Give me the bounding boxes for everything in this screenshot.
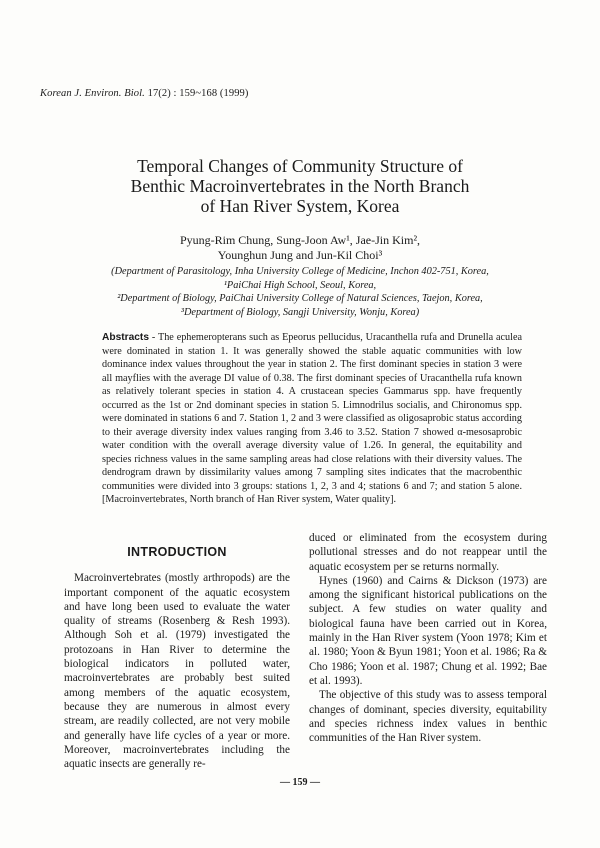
title-line: Temporal Changes of Community Structure of — [137, 156, 463, 176]
affiliations — [40, 265, 560, 319]
journal-name: Korean J. Environ. Biol. — [40, 88, 145, 99]
intro-paragraph-3: The objective of this study was to assess temporal changes of dominant, species diversity, equitability and species richness index values in benthic communities of the Han River system. — [309, 689, 547, 745]
left-column — [64, 545, 290, 771]
section-heading-introduction: INTRODUCTION — [127, 545, 227, 559]
journal-volume: 17(2) : 159~168 (1999) — [147, 88, 249, 99]
abstract-label: Abstracts — [102, 332, 149, 343]
authors-line: Pyung-Rim Chung, Sung-Joon Aw¹, Jae-Jin Kim², — [179, 233, 421, 247]
affiliation-line: (Department of Parasitology, Inha University College of Medicine, Inchon 402-751, Korea, — [111, 266, 489, 277]
right-column — [309, 531, 547, 745]
intro-paragraph-continued: duced or eliminated from the ecosystem during pollutional stresses and do not reappear until the aquatic ecosystem per se returns normally. — [309, 532, 547, 573]
abstract — [102, 331, 522, 507]
affiliation-line: ²Department of Biology, PaiChai University College of Natural Sciences, Taejon, Korea, — [117, 293, 483, 304]
title-line: of Han River System, Korea — [200, 196, 400, 216]
author-list — [60, 233, 540, 263]
paper-title — [60, 156, 540, 216]
affiliation-line: ³Department of Biology, Sangji University, Wonju, Korea) — [180, 306, 420, 318]
authors-line: Younghun Jung and Jun-Kil Choi³ — [217, 248, 383, 262]
affiliation-line: ¹PaiChai High School, Seoul, Korea, — [223, 279, 377, 291]
intro-paragraph-2: Hynes (1960) and Cairns & Dickson (1973) are among the significant historical publications on the subject. A few studies on water quality and biological fauna have been carried out in Korea, mainly in the Han River system (Yoon 1978; Kim et al. 1980; Yoon & Byun 1981; Yoon et al. 1986; Ra & Cho 1986; Yoon et al. 1987; Chung et al. 1992; Bae et al. 1993). — [309, 574, 547, 687]
title-line: Benthic Macroinvertebrates in the North Branch — [130, 176, 470, 196]
page-number: — 159 — — [280, 777, 320, 788]
journal-reference — [40, 88, 249, 99]
intro-paragraph-1: Macroinvertebrates (mostly arthropods) are the important component of the aquatic ecosystem and have long been used to evaluate the water quality of streams (Rosenberg & Resh 1993). Although Soh et al. (1979) investigated the protozoans in Han River to determine the biological indicators in polluted water, macroinvertebrates are probably best suited among members of the aquatic ecosystem, because they are numerous in almost every stream, are readily collected, are not very mobile and generally have life cycles of a year or more. Moreover, macroinvertebrates including the aquatic insects are generally re- — [64, 572, 290, 771]
abstract-text: - The ephemeropterans such as Epeorus pellucidus, Uracanthella rufa and Drunella aculea were dominated in station 1. It was generally showed the stable aquatic communities with low dominance index values throughout the year in station 2. The first dominant species in station 3 were all mayflies with the average DI value of 0.38. The first dominant species of Uracanthella rufa known as relatively tolerant species in station 4. A crustacean species Gammarus spp. have frequently occurred as the 1st or 2nd dominant species in station 5. Limnodrilus socialis, and Chironomus spp. were dominated in stations 6 and 7. Station 1, 2 and 3 were classified as oligosaprobic status according to their average diversity index values ranging from 3.46 to 3.52. Station 7 showed α-mesosaprobic water condition with the overall average diversity value of 1.26. In general, the equitability and species richness values in the same sampling areas had close relations with their diversity values. The dendrogram drawn by dissimilarity values among 7 sampling sites indicates that the macrobenthic communities were divided into 3 groups: stations 1, 2, 3 and 4; stations 6 and 7; and station 5 alone. [Macroinvertebrates, North branch of Han River system, Water quality]. — [102, 332, 522, 505]
